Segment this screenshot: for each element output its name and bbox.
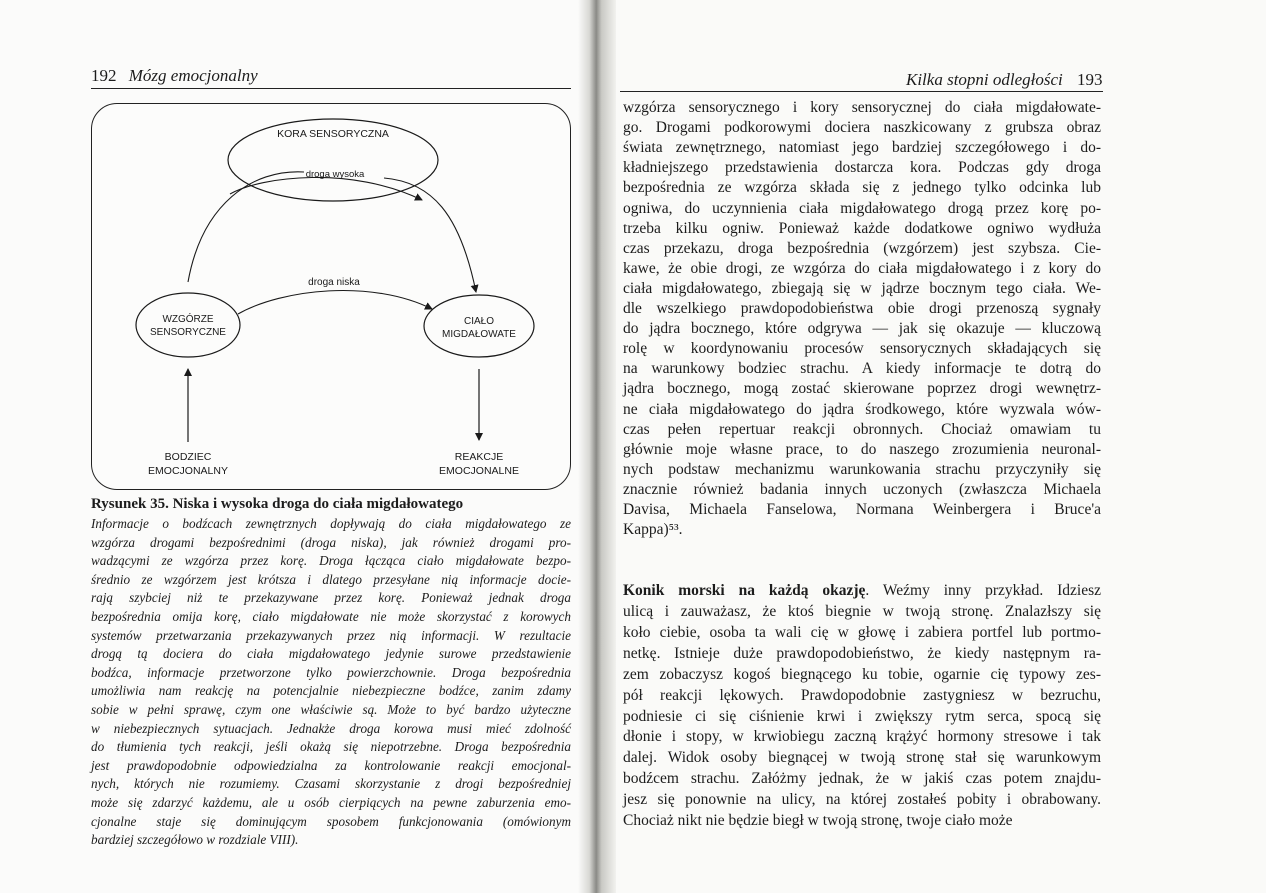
left-header-rule [91,88,571,89]
body-line-text: do jądra bocznego, które odgrywa — jak się okazuje — kluczową [623,320,1101,338]
body-line-text: pół reakcji lękowych. Prawdopodobnie zastygniesz w bezruchu, [623,686,1101,704]
caption-line-text: w niebezpiecznych sytuacjach. Jednakże droga korowa musi mieć zdolność [91,720,571,736]
body-line-text: czas przekazu, droga bezpośrednia (wzgórzem) jest szybsza. Cie- [623,239,1101,257]
body-line-text: netkę. Istnieje duże prawdopodobieństwo, że kiedy następnym ra- [623,644,1101,662]
body-line-text: podniesie ci się ciśnienie krwi i zwiększy rytm serca, spocą się [623,707,1101,725]
body-line-text: koło ciebie, osoba ta wali cię w głowę i zabiera portfel lub portmo- [623,623,1101,641]
reakcje-label-2: EMOCJONALNE [439,465,519,477]
caption-line-text: sobie w pełni sprawę, czym one właściwie są. Może to być bardzo użyteczne [91,702,571,717]
body-line-text: jesz się ponownie na ulicy, na której zostałeś pobity i obrabowany. [623,791,1101,809]
body-line-text: Kappa)⁵³. [623,521,683,539]
caption-line-text: średnio ze wzgórzem jest krótsza i dlatego przesyłane nią informacje docie- [91,571,571,587]
droga-niska-arrow [238,290,432,314]
body-line-text: ciała migdałowatego, zbiegają się w jądrze bocznym tego ciała. We- [623,279,1101,297]
droga-wysoka-label: droga wysoka [305,169,365,180]
caption-line-text: Informacje o bodźcach zewnętrznych dopływają do ciała migdałowatego ze [91,516,571,531]
section-heading-continuation: . Weźmy inny przykład. Idziesz [865,582,1101,599]
body-line-text: znacznie również badania innych uczonych (zwłaszcza Michaela [623,480,1101,498]
body-line-text: głównie moje własne prace, to do naszego zrozumienia neuronal- [623,440,1101,458]
cialo-label-2: MIGDAŁOWATE [442,329,516,340]
cortex-to-amygdala-arrow [384,178,476,292]
caption-line-text: bodźca, informacje przetworzone tylko powierzchownie. Droga bezpośrednia [91,664,571,680]
caption-line-text: drogą tą dociera do ciała migdałowatego jedynie surowe przedstawienie [91,646,571,662]
caption-line-text: systemów przetwarzania przekazywanych przez nią informacji. W rezultacie [91,627,571,643]
body-line-text: jądra bocznego, mogą zostać skierowane poprzez drogi wewnętrz- [623,380,1101,398]
body-line-text: wzgórza sensorycznego i kory sensorycznej do ciała migdałowate- [623,99,1101,116]
body-line-text: dalej. Widok osoby biegnącej w twoją stronę stał się warunkowym [623,749,1101,767]
body-line-text: rolę w koordynowaniu procesów sensorycznych składających się [623,340,1101,358]
body-line-text: kładniejszego przedstawienia dostarcza kora. Podczas gdy droga [623,159,1101,177]
caption-line-text: jest prawdopodobnie odpowiedzialna za kontrolowanie reakcji emocjonal- [91,757,571,773]
caption-line-text: do tłumienia tych reakcji, jeśli okażą się niepotrzebne. Droga bezpośrednia [91,739,571,755]
kora-label: KORA SENSORYCZNA [277,128,389,140]
right-header-rule [620,91,1103,92]
caption-line-text: nych, których nie rozumiemy. Czasami skorzystanie z drogi bezpośredniej [91,776,571,792]
reakcje-label-1: REAKCJE [454,451,504,463]
body-line-text: kawe, że obie drogi, ze wzgórza do ciała migdałowatego i z kory do [623,259,1101,277]
wzgorze-node [136,293,240,357]
right-page-number: 193 [1077,70,1103,89]
left-page-header [91,66,258,86]
body-line-text: bezpośrednia ze wzgórza składa się z jednego tylko odcinka lub [623,179,1101,197]
body-line-text: czas pełen repertuar reakcji obronnych. Chociaż omawiam tu [623,420,1101,438]
body-line-text: Davisa, Michaela Fanselowa, Normana Weinbergera i Bruce'a [623,501,1101,518]
section-heading-line [623,580,1101,601]
caption-line-text: umożliwia nam reakcję na potencjalnie niebezpieczne bodźce, zanim zdamy [91,683,571,699]
left-page-number: 192 [91,66,117,85]
book-gutter [578,0,616,893]
body-line-text: trzeba kilku ogniw. Ponieważ każde dodatkowe ogniwo wydłuża [623,219,1101,237]
body-line-text: go. Drogami podkorowymi dociera naszkicowany z grubsza obraz [623,119,1101,137]
wzgorze-label-1: WZGÓRZE [162,314,214,325]
left-running-title: Mózg emocjonalny [128,66,258,85]
body-line-text: Chociaż nikt nie będzie biegł w twoją stronę, twoje ciało może [623,812,1013,829]
body-line-text: ulicą i zauważasz, że ktoś biegnie w twoją stronę. Znalazłszy się [623,603,1101,620]
caption-line-text: bardziej szczegółowo w rozdziale VIII). [91,832,299,848]
body-line-text: świata zewnętrznego, natomiast jego bardziej szczegółowego i do- [623,139,1101,157]
figure-frame [91,103,571,490]
body-line-text: ogniwa, do uczynnienia ciała migdałowatego drogą przez korę po- [623,199,1101,217]
high-road-left-path [188,172,304,282]
body-line-text: ne ciała migdałowatego do jądra środkowego, które wyzwala wów- [623,400,1101,418]
right-running-title: Kilka stopni odległości [906,70,1063,89]
caption-line-text: rają szybciej niż te przekazywane przez korę. Ponieważ jednak droga [91,590,571,606]
body-line-text: nych podstaw mechanizmu warunkowania strachu przyczyniły się [623,460,1101,478]
caption-line-text: wadzącymi ze wzgórza przez korę. Droga łącząca ciało migdałowate bezpo- [91,553,571,569]
body-line-text: na warunkowy bodziec strachu. A kiedy informacje te dotrą do [623,360,1101,378]
bodziec-label-1: BODZIEC [164,451,212,463]
bodziec-label-2: EMOCJONALNY [148,465,228,477]
body-line-text: dle wszelkiego prawdopodobieństwa obie drogi przenoszą sygnały [623,300,1101,317]
figure-caption-title: Rysunek 35. Niska i wysoka droga do ciała migdałowatego [91,496,464,512]
body-line-text: dłonie i stopy, w krwiobiegu zaczną krążyć hormony stresowe i tak [623,728,1101,746]
droga-niska-label: droga niska [308,277,360,288]
caption-line-text: bezpośrednia omija korę, ciało migdałowate nie może skorzystać z korowych [91,609,571,624]
right-page-header [906,70,1103,90]
caption-line-text: może się zdarzyć każdemu, ale u osób cierpiących na pewne zaburzenia emo- [91,795,571,810]
body-line-text: zem zobaczysz kogoś biegnącego ku tobie, ogarnie cię typowy zes- [623,665,1101,683]
caption-line-text: cjonalne staje się dominującym sposobem funkcjonowania (omówionym [91,813,571,829]
caption-line-text: wzgórza drogami bezpośrednimi (droga niska), jak również drogami pro- [91,534,571,550]
wzgorze-label-2: SENSORYCZNE [150,327,226,338]
cialo-label-1: CIAŁO [463,316,495,327]
section-heading: Konik morski na każdą okazję [623,582,866,599]
pathway-diagram [92,104,570,489]
body-line-text: bodźcem strachu. Załóżmy jednak, że w jakiś czas potem znajdu- [623,770,1101,788]
